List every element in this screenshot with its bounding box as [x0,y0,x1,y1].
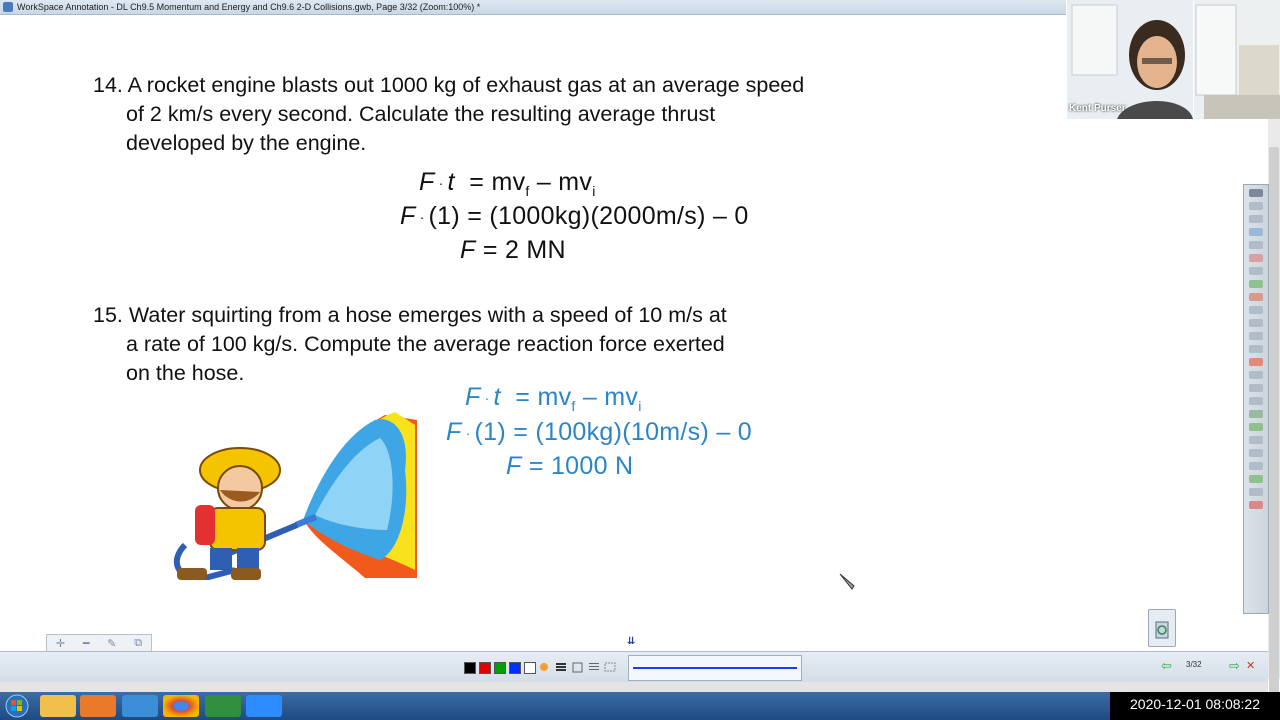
right-tool-palette [1243,184,1269,614]
problem-14-line-1: 14. A rocket engine blasts out 1000 kg of exhaust gas at an average speed [93,73,805,97]
recycle-bin-button[interactable] [1148,609,1176,647]
screen-tool-icon[interactable] [1249,462,1263,470]
problem-14-line-3: developed by the engine. [126,131,367,155]
p14-equation-2: F · (1) = (1000kg)(2000m/s) – 0 [400,202,749,230]
problem-15-line-2: a rate of 100 kg/s. Compute the average reaction force exerted [126,332,725,356]
color-black-swatch[interactable] [464,662,476,674]
select-tool-icon[interactable] [1249,202,1263,210]
color-red-swatch[interactable] [479,662,491,674]
zoom-icon[interactable] [246,695,282,717]
start-orb-icon[interactable] [4,694,30,718]
bottom-toolbar [0,651,1268,682]
highlighter-tool-icon[interactable] [1249,241,1263,249]
pen-green-tool-icon[interactable] [1249,280,1263,288]
edit-page-icon[interactable]: ✎ [107,637,117,650]
vertical-scroll-thumb[interactable] [1269,147,1279,713]
file-explorer-icon[interactable] [40,695,76,717]
horizontal-scrollbar[interactable] [0,682,1268,692]
copy-tool-icon[interactable] [1249,384,1263,392]
page-tool-icon[interactable] [1249,371,1263,379]
paste-tool-icon[interactable] [1249,397,1263,405]
color-blue-swatch[interactable] [509,662,521,674]
previous-page-icon[interactable]: ⇦ [1161,658,1172,673]
internet-explorer-icon[interactable] [122,695,158,717]
page-indicator: 3/32 [1186,660,1202,669]
p14-equation-1: $F \cdot t = mv_f - mv_i$ [419,168,596,199]
next-tool-icon[interactable] [1249,423,1263,431]
line-style-tools[interactable] [539,660,619,674]
zoom-tool-icon[interactable] [1249,488,1263,496]
grid-tool-icon[interactable] [1249,436,1263,444]
record-tool-icon[interactable] [1249,475,1263,483]
presenter-video-icon [1067,0,1193,119]
recycle-bin-icon [1149,610,1175,646]
line-tool-icon[interactable] [1249,267,1263,275]
pointer-tool-icon[interactable] [1249,215,1263,223]
window-title: WorkSpace Annotation - DL Ch9.5 Momentum and Energy and Ch9.6 2-D Collisions.gwb, Page 3/32 (Zoom:100%) * [17,2,481,12]
expand-toolbar-icon[interactable]: ⇊ [627,636,636,647]
p15-equation-3: F = 1000 N [506,452,634,480]
delete-tool-icon[interactable] [1249,358,1263,366]
settings-tool-icon[interactable] [1249,449,1263,457]
problem-14-line-2: of 2 km/s every second. Calculate the resulting average thrust [126,102,716,126]
shape-tool-icon[interactable] [1249,306,1263,314]
copy-page-icon[interactable]: ⧉ [134,636,143,649]
exit-tool-icon[interactable] [1249,501,1263,509]
workspace-app-icon [3,2,13,12]
color-green-swatch[interactable] [494,662,506,674]
window-titlebar [0,0,1066,15]
problem-15-line-3: on the hose. [126,361,245,385]
taskbar-clock: 2020-12-01 08:08:22 [1110,692,1280,720]
remove-page-icon[interactable]: ━ [82,637,90,650]
palette-grip-icon[interactable] [1249,189,1263,197]
chrome-icon[interactable] [163,695,199,717]
pen-red-tool-icon[interactable] [1249,293,1263,301]
problem-14 [93,71,804,158]
eraser-tool-icon[interactable] [1249,254,1263,262]
pen-width-preview[interactable] [628,655,802,681]
color-white-swatch[interactable] [524,662,536,674]
windows-taskbar [0,692,1280,720]
firefighter-hose-illustration [165,410,417,580]
next-page-icon[interactable]: ⇨ [1229,658,1240,673]
workspace-icon[interactable] [205,695,241,717]
text-tool-icon[interactable] [1249,319,1263,327]
pen-cursor-icon [838,572,858,592]
webcam-video [1067,0,1193,119]
p15-equation-1: $F \cdot t = mv_f - mv_i$ [465,383,642,414]
close-toolbar-icon[interactable]: ✕ [1246,660,1256,672]
problem-15-line-1: 15. Water squirting from a hose emerges with a speed of 10 m/s at [93,303,727,327]
add-page-icon[interactable]: ✛ [55,637,66,650]
media-player-icon[interactable] [80,695,116,717]
previous-tool-icon[interactable] [1249,410,1263,418]
classroom-camera-view [1194,0,1280,119]
p15-equation-2: F · (1) = (100kg)(10m/s) – 0 [446,418,752,446]
problem-15 [93,301,727,388]
table-tool-icon[interactable] [1249,332,1263,340]
camera-tool-icon[interactable] [1249,345,1263,353]
classroom-view-icon [1194,0,1280,119]
webcam-name-label: Kent Purser [1069,103,1126,114]
mini-toolbar [46,634,152,652]
pen-tool-icon[interactable] [1249,228,1263,236]
vertical-scrollbar[interactable] [1268,119,1280,679]
p14-equation-3: F = 2 MN [460,236,566,264]
